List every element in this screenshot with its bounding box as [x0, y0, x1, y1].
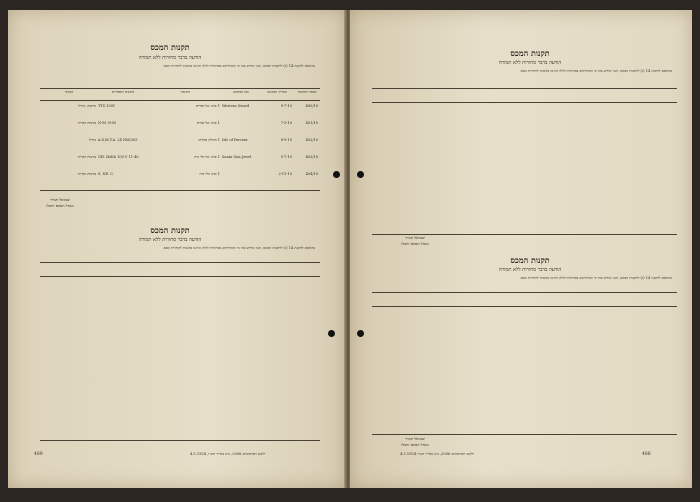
- left-section2-paragraph: בהתאם לתקנה 14 (ג) לתקנות המכס, הנני מודיע בזה כי המחזיקים בסחורות להלן הגישו בקשות להחזרת מכס.: [162, 246, 315, 250]
- binding-hole: [357, 330, 364, 337]
- right-footer: 4.5.1954 ילקוט הפרסומים 2006, כ״ב באייר תש״ו: [400, 452, 475, 456]
- table-cell: ארצות הברית: [77, 172, 96, 176]
- table-rule: [372, 102, 677, 103]
- right-section1-subtitle: הודעה בדבר סחורות ללא תמורה: [498, 60, 562, 66]
- table-cell: GH. Holth 100 V 11-40: [98, 155, 139, 159]
- table-cell: ארצות הברית: [77, 155, 96, 159]
- table-cell: Western Sword: [222, 104, 250, 108]
- table-rule: [372, 292, 677, 293]
- table-rule: [40, 190, 320, 191]
- table-cell: 403/10: [305, 155, 318, 159]
- table-cell: 400/10: [305, 104, 318, 108]
- binding-hole: [333, 171, 340, 178]
- table-cell: Santa Ona Jewel: [222, 155, 252, 159]
- table-header-cell: סימנים ומספרים: [112, 90, 134, 94]
- table-rule: [372, 434, 677, 435]
- table-cell: 404/10: [305, 172, 318, 176]
- table-cell: Isle of Percent: [222, 138, 248, 142]
- right-section1-paragraph: בהתאם לתקנה 14 (ג) לתקנות המכס, הנני מודיע בזה כי המחזיקים בסחורות להלן הגישו בקשות להחזרת מכס.: [519, 69, 672, 73]
- table-rule: [40, 100, 320, 101]
- right-section2-signature-role: מנהל המכס והבלו: [401, 442, 429, 447]
- binding-hole: [357, 171, 364, 178]
- table-cell: 7-3-10: [280, 121, 292, 125]
- table-header-cell: תאריך הבקשה: [267, 90, 287, 94]
- table-cell: 1 ארגז של ספרים: [195, 104, 220, 108]
- table-cell: 1 ארגז כלי בית: [199, 172, 220, 176]
- table-cell: 1 חבילת ספרים: [198, 138, 220, 142]
- table-rule: [40, 276, 320, 277]
- left-section1-subtitle: הודעה בדבר סחורות ללא תמורה: [138, 55, 202, 61]
- table-cell: 5-7-10: [280, 155, 292, 159]
- table-rule: [40, 262, 320, 263]
- left-section2-subtitle: הודעה בדבר סחורות ללא תמורה: [138, 237, 202, 243]
- table-header-cell: שם המבקש: [233, 90, 249, 94]
- table-header-cell: מספר הבקשה: [297, 90, 317, 94]
- table-cell: ברזיל: [89, 138, 96, 142]
- table-rule: [372, 88, 677, 89]
- table-cell: 2-11-10: [278, 172, 292, 176]
- table-cell: A.S.M.T.A. 24 NM/305: [98, 138, 138, 142]
- right-section2-title: תקנות המכס: [510, 255, 550, 265]
- table-cell: 8-9-10: [280, 138, 292, 142]
- table-rule: [372, 306, 677, 307]
- table-rule: [40, 88, 320, 89]
- table-header-cell: התיאור: [180, 90, 190, 94]
- table-cell: 1 ארגז של בגדים: [196, 121, 220, 125]
- right-page: [350, 10, 692, 488]
- table-cell: N-M. N-M: [98, 121, 116, 125]
- right-section1-signature-role: מנהל המכס והבלו: [401, 241, 429, 246]
- table-cell: S. NE. C.: [98, 172, 115, 176]
- right-folio: 488: [642, 452, 651, 457]
- table-cell: 402/10: [305, 138, 318, 142]
- right-section1-signature: שמואל תמיר: [405, 235, 425, 240]
- right-section2-subtitle: הודעה בדבר סחורות ללא תמורה: [498, 267, 562, 273]
- left-section1-signature: שמואל תמיר: [50, 197, 70, 202]
- binding-hole: [328, 330, 335, 337]
- table-header-cell: המקור: [64, 90, 74, 94]
- left-section1-title: תקנות המכס: [150, 42, 190, 52]
- table-cell: פרנסה, ברזיל: [78, 104, 96, 108]
- left-section2-title: תקנות המכס: [150, 225, 190, 235]
- left-section1-signature-role: מנהל המכס והבלו: [46, 203, 74, 208]
- table-cell: 401/10: [305, 121, 318, 125]
- left-section1-paragraph: בהתאם לתקנה 14 (ג) לתקנות המכס, הנני מודיע בזה כי המחזיקים בסחורות להלן הגישו בקשות להחזרת מכס.: [162, 64, 315, 68]
- left-folio: 489: [34, 452, 43, 457]
- table-cell: 1 ארגז של כלי בית: [194, 155, 220, 159]
- right-section1-title: תקנות המכס: [510, 48, 550, 58]
- right-section2-paragraph: בהתאם לתקנה 14 (ג) לתקנות המכס, הנני מודיע בזה כי המחזיקים בסחורות להלן הגישו בקשות להחזרת מכס.: [519, 276, 672, 280]
- table-cell: ארצות הברית: [77, 121, 96, 125]
- right-section2-signature: שמואל תמיר: [405, 436, 425, 441]
- left-footer: ילקוט הפרסומים 2006, כ״ב באייר תש״ו, 4.5.1954: [190, 452, 266, 456]
- table-rule: [40, 440, 320, 441]
- table-cell: TTS 1001: [98, 104, 116, 108]
- table-cell: 9-7-10: [280, 104, 292, 108]
